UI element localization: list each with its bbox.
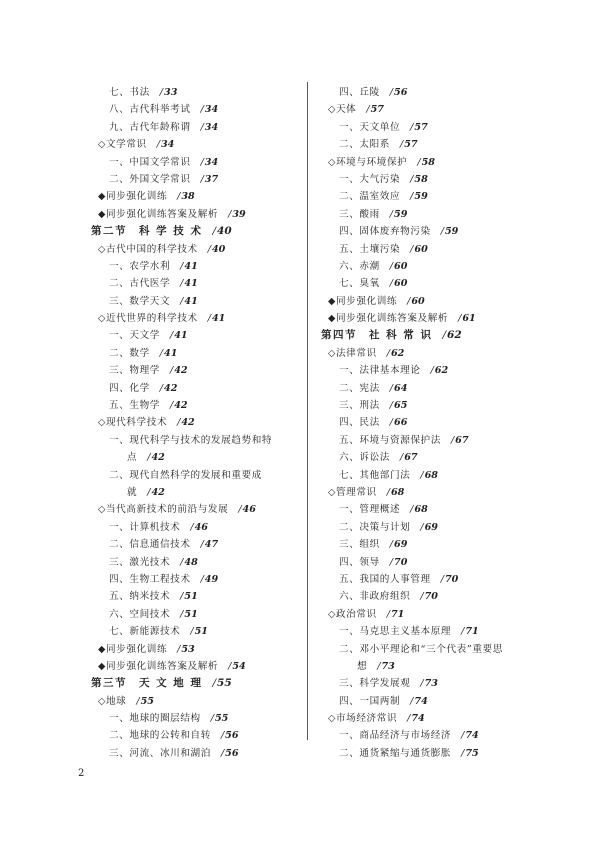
toc-entry[interactable] (321, 84, 516, 101)
toc-entry-label: 四、化学 (109, 382, 150, 394)
toc-entry-label: 一、天文学 (109, 330, 160, 342)
toc-entry-page-number: / 51 (180, 591, 198, 602)
toc-entry-label: 一、计算机技术 (109, 521, 181, 533)
toc-entry-page-number: / 39 (228, 209, 246, 220)
toc-entry-page-number: / 59 (441, 226, 459, 237)
toc-entry-page-number: / 68 (420, 470, 438, 481)
toc-entry-label: 四、领导 (339, 556, 380, 568)
toc-entry[interactable] (321, 119, 516, 136)
toc-entry[interactable] (321, 101, 516, 118)
toc-entry[interactable] (91, 154, 296, 171)
toc-entry-page-number: / 58 (417, 157, 435, 168)
toc-entry-label: ◆同步强化训练 (98, 643, 168, 655)
toc-entry-label: ◆同步强化训练 (98, 191, 168, 203)
toc-entry[interactable] (91, 136, 296, 153)
toc-entry-page-number: / 46 (190, 522, 208, 533)
toc-entry-label: 二、温室效应 (339, 191, 401, 203)
toc-entry-page-number: / 56 (390, 87, 408, 98)
toc-entry-label: 三、组织 (339, 539, 380, 551)
toc-entry[interactable] (321, 293, 516, 310)
toc-entry-label: 一、中国文学常识 (109, 156, 191, 168)
toc-entry-label: 五、环境与资源保护法 (339, 434, 441, 446)
toc-entry-page-number: / 70 (390, 557, 408, 568)
toc-entry[interactable] (91, 641, 296, 658)
toc-entry-label: ◇法律常识 (328, 347, 377, 359)
toc-entry-page-number: / 53 (177, 644, 195, 655)
toc-entry[interactable] (91, 467, 296, 484)
toc-entry[interactable] (321, 449, 516, 466)
toc-entry-page-number: / 70 (420, 591, 438, 602)
toc-entry[interactable] (91, 693, 296, 710)
toc-entry-label: 五、生物学 (109, 400, 160, 412)
toc-entry[interactable] (91, 310, 296, 327)
toc-entry[interactable] (91, 258, 296, 275)
toc-entry-label: 三、刑法 (339, 400, 380, 412)
toc-entry-label: 五、土壤污染 (339, 243, 401, 255)
toc-entry-label: 一、农学水利 (109, 260, 171, 272)
toc-entry-page-number: / 48 (180, 557, 198, 568)
toc-entry-page-number: / 37 (201, 174, 219, 185)
toc-entry-label: 就 (127, 486, 138, 498)
toc-entry[interactable] (321, 675, 516, 692)
toc-entry-label: 第三节 天 文 地 理 (91, 677, 203, 690)
page-number: 2 (78, 768, 85, 779)
toc-entry-label: 三、酸雨 (339, 208, 380, 220)
toc-entry-page-number: / 74 (407, 713, 425, 724)
toc-entry-page-number: / 59 (410, 191, 428, 202)
toc-entry-page-number: / 54 (228, 661, 246, 672)
toc-entry-page-number: / 41 (160, 348, 178, 359)
toc-entry-page-number: / 41 (180, 296, 198, 307)
toc-entry-page-number: / 49 (201, 574, 219, 585)
toc-entry[interactable] (321, 536, 516, 553)
toc-entry[interactable] (91, 327, 296, 344)
toc-entry[interactable] (91, 241, 296, 258)
toc-entry[interactable] (91, 501, 296, 518)
toc-entry-page-number: / 55 (212, 677, 231, 689)
toc-entry[interactable] (321, 623, 516, 640)
toc-entry[interactable] (321, 658, 516, 675)
toc-entry[interactable] (321, 588, 516, 605)
toc-entry[interactable] (91, 658, 296, 675)
toc-entry[interactable] (321, 241, 516, 258)
toc-entry-page-number: / 57 (366, 104, 384, 115)
toc-entry[interactable] (321, 154, 516, 171)
toc-entry-page-number: / 66 (390, 417, 408, 428)
toc-entry-label: 四、固体废弃物污染 (339, 226, 431, 238)
toc-entry[interactable] (321, 745, 516, 762)
toc-entry-label: 四、民法 (339, 417, 380, 429)
toc-entry-label: 一、地球的圈层结构 (109, 713, 201, 725)
toc-entry-label: 一、天文单位 (339, 121, 401, 133)
toc-entry-page-number: / 59 (390, 209, 408, 220)
toc-entry-page-number: / 34 (157, 139, 175, 150)
toc-entry[interactable] (321, 362, 516, 379)
toc-entry[interactable] (321, 310, 516, 327)
toc-entry-label: 七、书法 (109, 87, 150, 98)
toc-entry-page-number: / 41 (170, 330, 188, 341)
toc-entry[interactable] (91, 727, 296, 744)
toc-entry[interactable] (91, 675, 296, 692)
toc-entry[interactable] (91, 519, 296, 536)
toc-entry[interactable] (91, 293, 296, 310)
toc-entry-page-number: / 69 (420, 522, 438, 533)
toc-entry-page-number: / 42 (170, 400, 188, 411)
toc-entry-label: 九、古代年龄称谓 (109, 121, 191, 133)
toc-entry[interactable] (321, 414, 516, 431)
toc-entry-page-number: / 62 (431, 365, 449, 376)
toc-entry-page-number: / 51 (190, 626, 208, 637)
toc-entry-page-number: / 46 (238, 504, 256, 515)
toc-entry[interactable] (91, 554, 296, 571)
toc-entry-page-number: / 60 (390, 261, 408, 272)
toc-entry-page-number: / 65 (390, 400, 408, 411)
toc-entry[interactable] (321, 467, 516, 484)
toc-entry-label: 三、科学发展观 (339, 678, 411, 690)
toc-entry[interactable] (321, 345, 516, 362)
toc-entry[interactable] (91, 414, 296, 431)
toc-entry[interactable] (321, 606, 516, 623)
toc-entry-label: 七、臭氧 (339, 278, 380, 290)
toc-entry-label: 二、决策与计划 (339, 521, 411, 533)
toc-left-column (91, 84, 296, 762)
toc-entry-label: 二、邓小平理论和“三个代表”重要思 (339, 643, 503, 655)
toc-entry-page-number: / 56 (221, 730, 239, 741)
toc-entry-page-number: / 71 (461, 626, 479, 637)
toc-entry-page-number: / 40 (208, 244, 226, 255)
toc-entry[interactable] (91, 432, 296, 449)
toc-entry[interactable] (321, 275, 516, 292)
toc-entry[interactable] (91, 484, 296, 501)
toc-entry-label: ◇文学常识 (98, 139, 147, 151)
toc-entry-label: ◆同步强化训练 (328, 295, 398, 307)
toc-entry-label: 想 (357, 660, 368, 672)
toc-entry[interactable] (91, 606, 296, 623)
toc-entry-label: 三、数学天文 (109, 295, 171, 307)
toc-entry-label: 六、赤潮 (339, 260, 380, 272)
toc-entry-page-number: / 47 (201, 539, 219, 550)
toc-entry-label: 二、太阳系 (339, 139, 390, 151)
toc-entry-label: 三、激光技术 (109, 556, 171, 568)
toc-entry-label: ◆同步强化训练答案及解析 (328, 313, 449, 325)
toc-entry-page-number: / 41 (180, 278, 198, 289)
toc-entry-page-number: / 74 (461, 730, 479, 741)
column-divider (307, 82, 308, 740)
toc-entry[interactable] (91, 188, 296, 205)
toc-entry-label: 三、河流、冰川和湖泊 (109, 747, 211, 759)
toc-entry-page-number: / 38 (177, 191, 195, 202)
toc-entry[interactable] (91, 571, 296, 588)
toc-entry-page-number: / 67 (400, 452, 418, 463)
toc-entry[interactable] (91, 206, 296, 223)
toc-entry-page-number: / 42 (147, 452, 165, 463)
toc-entry[interactable] (321, 258, 516, 275)
toc-entry-label: ◇现代科学技术 (98, 417, 168, 429)
toc-entry-label: 七、新能源技术 (109, 626, 181, 638)
toc-entry-page-number: / 71 (387, 609, 405, 620)
toc-entry-label: 二、通货紧缩与通货膨胀 (339, 747, 452, 759)
toc-entry[interactable] (321, 223, 516, 240)
toc-entry-page-number: / 68 (410, 504, 428, 515)
toc-entry-label: ◆同步强化训练答案及解析 (98, 660, 219, 672)
toc-entry-label: ◇地球 (98, 695, 127, 707)
toc-entry-page-number: / 42 (177, 417, 195, 428)
toc-entry[interactable] (321, 693, 516, 710)
toc-entry-page-number: / 33 (160, 87, 178, 98)
toc-entry-label: 一、大气污染 (339, 173, 401, 185)
toc-entry-label: 六、诉讼法 (339, 452, 390, 464)
toc-entry[interactable] (91, 119, 296, 136)
toc-entry[interactable] (91, 171, 296, 188)
toc-entry-page-number: / 67 (451, 435, 469, 446)
toc-entry-page-number: / 62 (387, 348, 405, 359)
toc-entry-label: ◆同步强化训练答案及解析 (98, 208, 219, 220)
toc-entry-label: 一、马克思主义基本原理 (339, 626, 452, 638)
toc-entry-page-number: / 68 (387, 487, 405, 498)
toc-entry-label: 一、现代科学与技术的发展趋势和特 (109, 434, 273, 446)
toc-entry-page-number: / 60 (410, 244, 428, 255)
toc-entry-page-number: / 74 (410, 696, 428, 707)
toc-entry[interactable] (91, 623, 296, 640)
toc-entry-page-number: / 70 (441, 574, 459, 585)
toc-entry[interactable] (91, 536, 296, 553)
toc-entry-page-number: / 69 (390, 539, 408, 550)
toc-entry[interactable] (91, 362, 296, 379)
toc-entry[interactable] (321, 397, 516, 414)
toc-entry-label: ◇古代中国的科学技术 (98, 243, 198, 255)
toc-entry[interactable] (321, 727, 516, 744)
toc-entry-page-number: / 58 (410, 174, 428, 185)
toc-entry[interactable] (321, 188, 516, 205)
toc-entry[interactable] (321, 206, 516, 223)
toc-entry[interactable] (91, 345, 296, 362)
toc-entry[interactable] (321, 571, 516, 588)
toc-entry-label: 点 (127, 452, 138, 464)
toc-entry[interactable] (321, 484, 516, 501)
toc-entry-page-number: / 64 (390, 383, 408, 394)
toc-entry[interactable] (321, 171, 516, 188)
toc-entry-label: ◇政治常识 (328, 608, 377, 620)
toc-entry-label: 第四节 社 科 常 识 (321, 329, 433, 342)
toc-entry-label: 二、信息通信技术 (109, 539, 191, 551)
toc-entry-label: 二、宪法 (339, 382, 380, 394)
toc-entry[interactable] (91, 275, 296, 292)
toc-entry-page-number: / 60 (390, 278, 408, 289)
toc-entry-page-number: / 61 (458, 313, 476, 324)
toc-entry-page-number: / 75 (461, 748, 479, 759)
toc-entry-label: 二、数学 (109, 347, 150, 359)
toc-entry-page-number: / 73 (420, 678, 438, 689)
toc-entry-page-number: / 42 (160, 383, 178, 394)
toc-entry-label: 七、其他部门法 (339, 469, 411, 481)
toc-entry-label: 二、外国文学常识 (109, 173, 191, 185)
toc-entry-page-number: / 41 (208, 313, 226, 324)
toc-entry[interactable] (321, 432, 516, 449)
toc-entry-page-number: / 42 (170, 365, 188, 376)
toc-entry-page-number: / 55 (211, 713, 229, 724)
toc-entry-page-number: / 73 (377, 661, 395, 672)
toc-entry[interactable] (91, 397, 296, 414)
toc-entry-label: 一、法律基本理论 (339, 365, 421, 377)
toc-entry-label: 四、生物工程技术 (109, 573, 191, 585)
toc-entry-page-number: / 60 (407, 296, 425, 307)
toc-entry-page-number: / 57 (410, 122, 428, 133)
toc-entry[interactable] (321, 641, 516, 658)
toc-entry-label: 三、物理学 (109, 365, 160, 377)
toc-entry-page-number: / 41 (180, 261, 198, 272)
toc-entry-label: ◇当代高新技术的前沿与发展 (98, 504, 229, 516)
toc-entry-label: ◇管理常识 (328, 486, 377, 498)
toc-entry[interactable] (321, 501, 516, 518)
toc-entry[interactable] (321, 554, 516, 571)
toc-entry[interactable] (91, 745, 296, 762)
toc-entry-label: ◇市场经济常识 (328, 713, 398, 725)
toc-entry[interactable] (91, 84, 296, 101)
toc-entry-page-number: / 34 (201, 157, 219, 168)
toc-entry-page-number: / 57 (400, 139, 418, 150)
toc-entry-page-number: / 42 (147, 487, 165, 498)
toc-entry-label: 六、非政府组织 (339, 591, 411, 603)
toc-entry[interactable] (321, 380, 516, 397)
toc-entry-label: 五、纳米技术 (109, 591, 171, 603)
toc-entry-label: 第二节 科 学 技 术 (91, 225, 203, 238)
toc-entry-label: 八、古代科举考试 (109, 104, 191, 116)
toc-entry[interactable] (321, 136, 516, 153)
toc-entry[interactable] (91, 588, 296, 605)
toc-entry-page-number: / 34 (201, 104, 219, 115)
toc-entry[interactable] (321, 710, 516, 727)
toc-entry-page-number: / 40 (212, 225, 231, 237)
toc-entry-label: 一、商品经济与市场经济 (339, 730, 452, 742)
toc-entry-label: 四、一国两制 (339, 695, 401, 707)
toc-entry-page-number: / 62 (442, 329, 461, 341)
toc-entry[interactable] (91, 449, 296, 466)
toc-entry-page-number: / 34 (201, 122, 219, 133)
toc-entry[interactable] (91, 380, 296, 397)
toc-entry-label: 六、空间技术 (109, 608, 171, 620)
toc-entry-page-number: / 56 (221, 748, 239, 759)
toc-entry[interactable] (321, 519, 516, 536)
toc-entry[interactable] (91, 710, 296, 727)
toc-entry-label: ◇天体 (328, 104, 357, 116)
toc-entry-page-number: / 55 (136, 696, 154, 707)
toc-entry-label: 二、地球的公转和自转 (109, 730, 211, 742)
toc-entry[interactable] (91, 101, 296, 118)
toc-entry-label: 五、我国的人事管理 (339, 573, 431, 585)
toc-right-column (321, 84, 516, 762)
toc-entry-label: 二、古代医学 (109, 278, 171, 290)
toc-entry[interactable] (91, 223, 296, 240)
toc-entry-label: 四、丘陵 (339, 87, 380, 98)
toc-entry-label: 二、现代自然科学的发展和重要成 (109, 469, 262, 481)
toc-entry[interactable] (321, 327, 516, 344)
toc-entry-label: ◇近代世界的科学技术 (98, 313, 198, 325)
toc-entry-page-number: / 51 (180, 609, 198, 620)
toc-entry-label: 一、管理概述 (339, 504, 401, 516)
toc-entry-label: ◇环境与环境保护 (328, 156, 408, 168)
